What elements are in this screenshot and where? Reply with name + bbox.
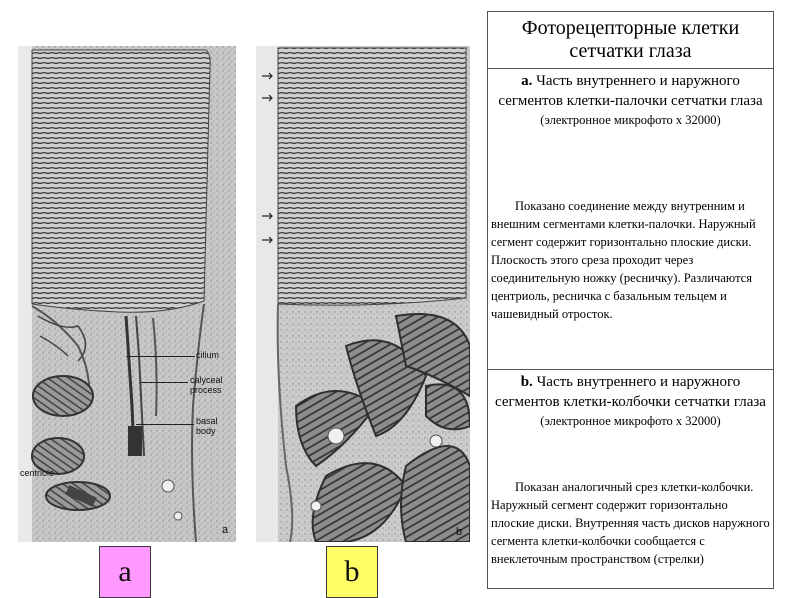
panel-a-corner-letter: a	[222, 524, 229, 536]
label-centriole: centriole	[20, 468, 55, 478]
title-section	[488, 12, 773, 69]
panel-b-badge: b	[326, 546, 378, 598]
micrograph-b	[256, 46, 470, 542]
description-panel	[487, 11, 774, 589]
section-b	[488, 370, 773, 588]
page-title: Фоторецепторные клетки сетчатки глаза	[521, 17, 740, 62]
label-cilium: cilium	[196, 350, 220, 360]
section-b-body: Показан аналогичный срез клетки-колбочки. Наружный сегмент содержит горизонтально плоские диски. Внутренняя часть дисков наружного сегмента клетки-колбочки сообщается с внеклеточным пространством (стрелки)	[491, 480, 770, 566]
section-a	[488, 69, 773, 370]
leader-calyceal-process	[140, 382, 188, 383]
section-a-body: Показано соединение между внутренним и внешним сегментами клетки-палочки. Наружный сегмент содержит горизонтально плоские диски. Плоскость этого среза проходит через соединительную ножку (ресничку). Различаются центриоль, ресничка с базальным тельцем и чашевидный отросток.	[491, 199, 756, 321]
label-calyceal-process: calyceal process	[190, 375, 223, 395]
section-b-heading	[488, 370, 773, 412]
section-a-caption: (электронное микрофото х 32000)	[540, 113, 721, 127]
label-basal-body: basal body	[196, 416, 218, 436]
leader-basal-body	[136, 424, 194, 425]
section-b-letter: b.	[520, 374, 533, 390]
panel-a-badge: a	[99, 546, 151, 598]
leader-cilium	[126, 356, 195, 357]
section-a-heading	[488, 69, 773, 111]
panel-b-corner-letter: b	[456, 526, 463, 538]
section-b-heading-text: Часть внутреннего и наружного сегментов клетки-колбочки сетчатки глаза	[495, 374, 766, 410]
section-a-letter: a.	[521, 73, 533, 89]
section-a-heading-text: Часть внутреннего и наружного сегментов клетки-палочки сетчатки глаза	[498, 73, 763, 109]
section-b-caption: (электронное микрофото х 32000)	[540, 414, 721, 428]
